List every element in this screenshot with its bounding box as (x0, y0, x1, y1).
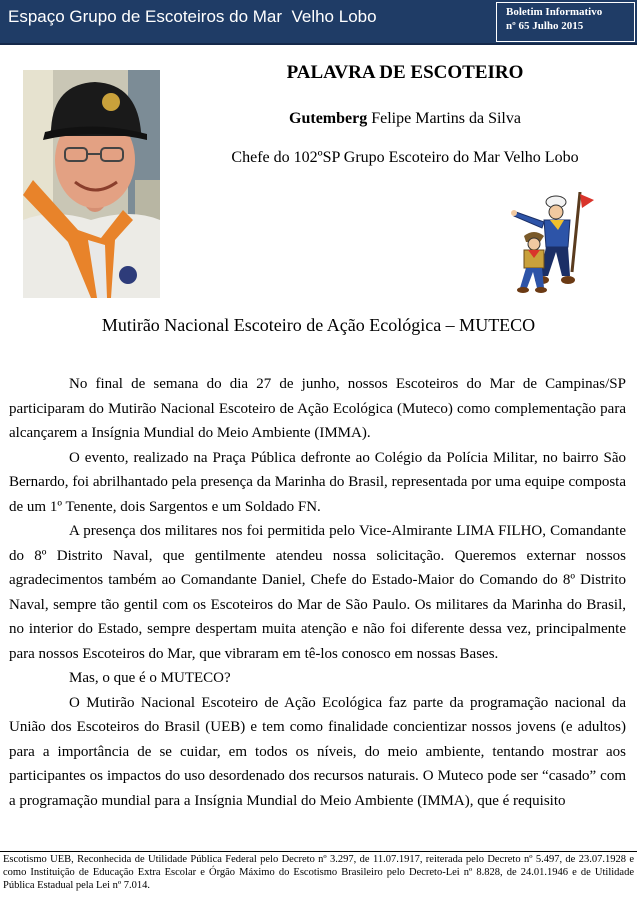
author-portrait-photo (23, 70, 160, 298)
footer-legal-text: Escotismo UEB, Reconhecida de Utilidade Pública Federal pelo Decreto nº 3.297, de 11.07.1917, reiterada pelo Decreto nº 5.497, de 23.07.1928 e como Instituição de Educação Extra Escolar e Órgão Máximo do Escotismo Brasileiro pelo Decreto-Lei nº 8.828, de 24.01.1946 e de Utilidade Pública Estadual pela Lei nº 7.014. (3, 854, 634, 891)
bulletin-label: Boletim Informativo (506, 6, 603, 18)
article-paragraph: A presença dos militares nos foi permitida pelo Vice-Almirante LIMA FILHO, Comandante do 8º Distrito Naval, que gentilmente atendeu nossa solicitação. Queremos externar nossos agradecimentos também ao Comandante Daniel, Chefe do Estado-Maior do Comando do 8º Distrito Naval, sempre tão gentil com os Escoteiros do Mar de São Paulo. Os militares da Marinha do Brasil, no interior do Estado, sempre despertam muita atenção e não foi diferente dessa vez, principalmente para nossos Escoteiros do Mar, que vibraram em tê-los conosco em nossas Bases. (9, 523, 626, 662)
article-title: Mutirão Nacional Escoteiro de Ação Ecológica – MUTECO (101, 315, 536, 335)
footer-divider (0, 851, 637, 852)
header-title: Espaço Grupo de Escoteiros do Mar Velho Lobo (8, 7, 377, 26)
page-heading: PALAVRA DE ESCOTEIRO (286, 62, 524, 83)
article-paragraph: O evento, realizado na Praça Pública defronte ao Colégio da Polícia Militar, no bairro São Bernardo, foi abrilhantado pela presença da Marinha do Brasil, representada por uma equipe composta de um 1º Tenente, dois Sargentos e um Soldado FN. (9, 449, 626, 515)
author-name (200, 110, 610, 128)
illustration-svg (510, 192, 595, 294)
article-body (9, 372, 626, 850)
bulletin-info-box (496, 2, 635, 42)
author-first-name: Gutemberg (289, 110, 368, 127)
article-paragraph: Mas, o que é o MUTECO? (69, 670, 231, 686)
author-surname: Felipe Martins da Silva (367, 110, 521, 127)
scouts-cartoon-illustration (510, 192, 595, 294)
article-paragraph: O Mutirão Nacional Escoteiro de Ação Ecológica faz parte da programação nacional da União dos Escoteiros do Brasil (UEB) e tem como finalidade concientizar nossos jovens (e adultos) para a importância de se cuidar, em todos os níveis, do meio ambiente, tentando mostrar aos participantes os impactos do uso desordenado dos recursos naturais. O Muteco pode ser “casado” com a programação mundial para a Insígnia Mundial do Meio Ambiente (IMMA), que é requisito (9, 694, 626, 809)
article-paragraph: No final de semana do dia 27 de junho, nossos Escoteiros do Mar de Campinas/SP participaram do Mutirão Nacional Escoteiro de Ação Ecológica (Muteco) como complementação para alcançarem a Insígnia Mundial do Meio Ambiente (IMMA). (9, 376, 626, 441)
header-bar (0, 0, 637, 45)
portrait-svg (23, 70, 160, 298)
bulletin-issue: nº 65 Julho 2015 (506, 20, 584, 32)
author-role: Chefe do 102ºSP Grupo Escoteiro do Mar Velho Lobo (231, 149, 579, 166)
